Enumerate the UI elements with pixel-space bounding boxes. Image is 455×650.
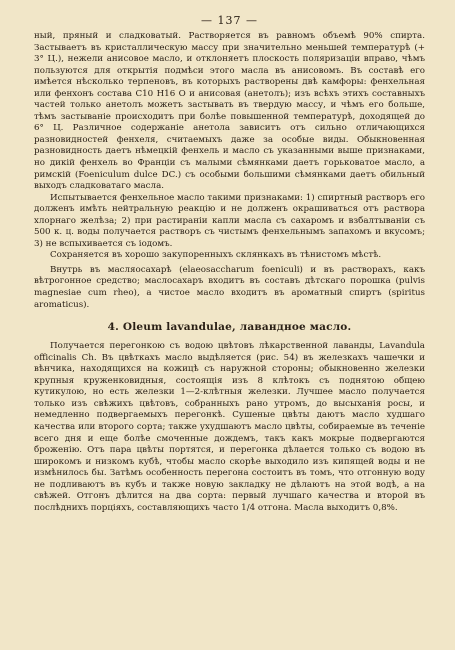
page-number: — 137 — xyxy=(201,14,258,27)
paragraph-lavender-production: Получается перегонкою съ водою цвѣтовъ лѣкарственной лаванды, Lavandula officinalis Ch. Въ цвѣткахъ масло выдѣляется (рис. 54) въ железкахъ чашечки и вѣнчика, находящихся на кожицѣ съ наружной стороны; обыкновенно железки крупныя круженковидныя, состоящія изъ 8 клѣтокъ съ поднятою общею кутикулою, но есть железки 1—2-клѣтныя железки. Лучшее масло получается только изъ свѣжихъ цвѣтовъ, собранныхъ рано утромъ, до высыханія росы, и немедленно подвергаемыхъ перегонкѣ. Сушеные цвѣты даютъ масло худшаго качества или второго сорта; также ухудшаютъ масло цвѣты, собираемые въ теченіе всего дня и еще болѣе смоченные дождемъ, такъ какъ мокрые подвергаются броженію. Отъ пара цвѣты портятся, и перегонка дѣлается только съ водою въ широкомъ и низкомъ кубѣ, чтобы масло скорѣе выходило изъ кипящей воды и не измѣнилось бы. Затѣмъ особенность перегона состоитъ въ томъ, что отгонную воду не подливаютъ въ кубъ и также новую закладку не дѣлаютъ на этой водѣ, а на свѣжей. Отгонъ дѣлится на два сорта: первый лучшаго качества и второй въ послѣднихъ порціяхъ, составляющихъ часто 1/4 отгона. Масла выходитъ 0,8%. xyxy=(34,341,425,513)
paragraph-fennel-properties: ный, пряный и сладковатый. Растворяется въ равномъ объемѣ 90% спирта. Застываетъ въ кристаллическую массу при значительно меньшей температурѣ (+ 3° Ц.), нежели анисовое масло, и отклоняетъ плоскость поляризаціи вправо, чѣмъ пользуются для открытія подмѣси этого масла въ анисовомъ. Въ составѣ его имѣется нѣсколько терпеновъ, въ которыхъ растворены двѣ камфоры: фенхельная или фенхонъ состава C10 H16 O и анисовая (анетолъ); изъ всѣхъ этихъ составныхъ частей только анетолъ можетъ застывать въ твердую массу, и чѣмъ его больше, тѣмъ застываніе происходитъ при болѣе повышенной температурѣ, доходящей до 6° Ц. Различное содержаніе анетола зависитъ отъ сильно отличающихся разновидностей фенхеля, считаемыхъ даже за особые виды. Обыкновенная разновидность даетъ нѣмецкій фенхель и масло съ указанными выше признаками, но дикій фенхель во Франціи съ малыми сѣмянками даетъ горьковатое масло, а римскій (Foeniculum dulce DC.) съ особыми большими сѣмянками даетъ обильный выходъ сладковатаго масла. xyxy=(34,31,425,192)
paragraph-fennel-storage: Сохраняется въ хорошо закупоренныхъ склянкахъ въ тѣнистомъ мѣстѣ. xyxy=(50,250,382,261)
paragraph-fennel-usage: Внутрь въ масляосахарѣ (elaeosaccharum foeniculi) и въ растворахъ, какъ вѣтрогонное средство; маслосахаръ входитъ въ составъ дѣтскаго порошка (pulvis magnesiae cum rheo), а чистое масло входитъ въ ароматный спиртъ (spiritus aromaticus). xyxy=(34,264,425,310)
section-heading-lavender: 4. Oleum lavandulae, лавандное масло. xyxy=(107,321,352,334)
paragraph-fennel-testing: Испытывается фенхельное масло такими признаками: 1) спиртный растворъ его долженъ имѣть нейтральную реакцію и не долженъ окрашиваться отъ раствора хлорнаго желѣза; 2) при растираніи капли масла съ сахаромъ и взбалтываніи съ 500 к. ц. воды получается растворъ съ чистымъ фенхельнымъ запахомъ и вкусомъ; 3) не вспыхивается съ іодомъ. xyxy=(34,192,425,249)
